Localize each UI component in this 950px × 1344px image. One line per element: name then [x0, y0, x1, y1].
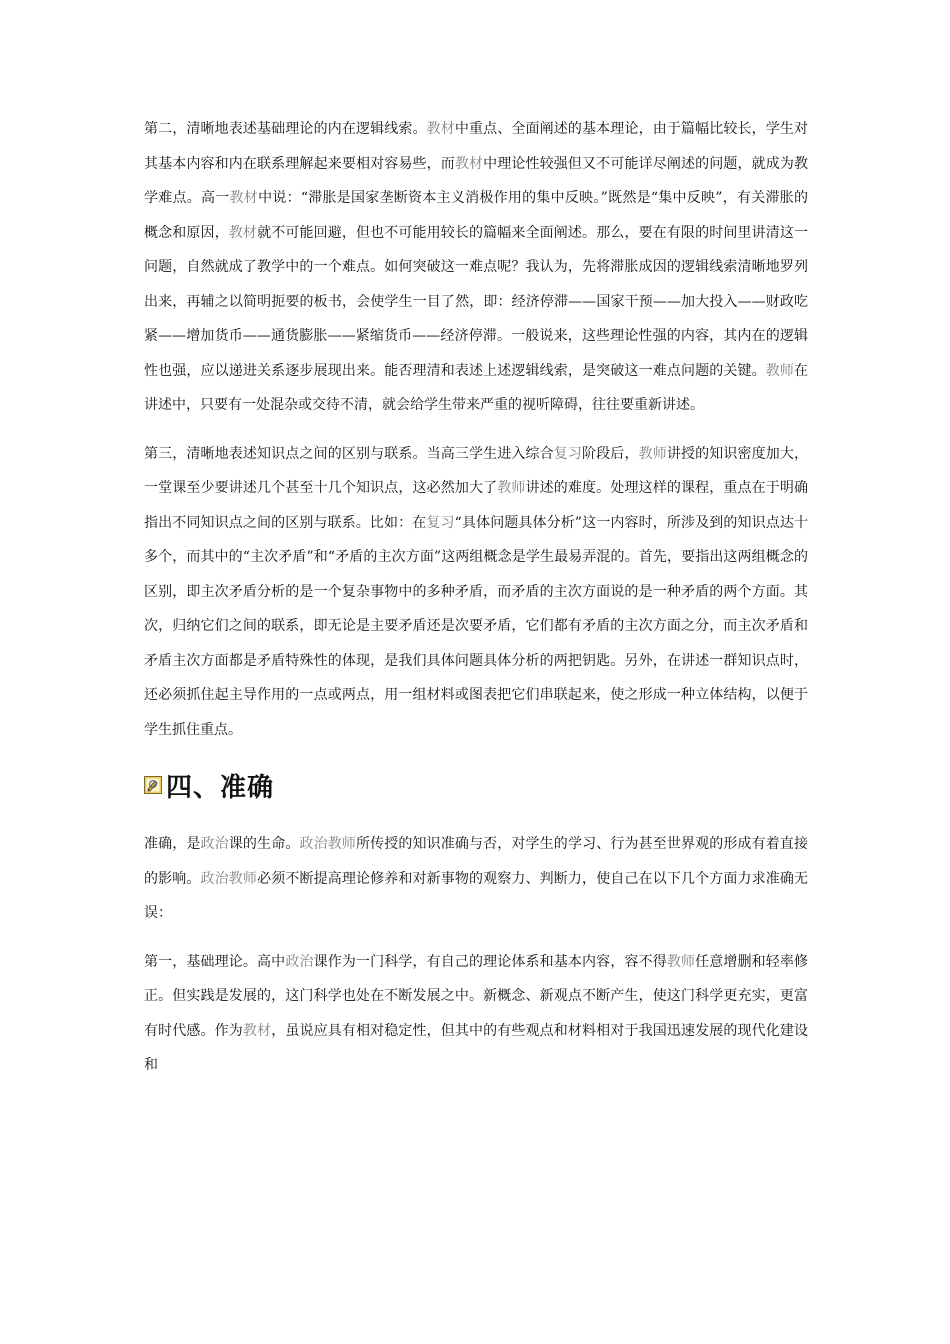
text-run: 中重点、全面阐述的基本理论，由于篇幅比较长，学生对其基本内容和内在联系理解起来要相对容易些，而: [144, 121, 809, 172]
text-run: 所传授的知识准确与否，对学生的学习、行为甚至世界观的形成有着直接的影响。: [144, 836, 809, 887]
keyword-link[interactable]: 政治: [285, 953, 314, 970]
text-run: 在讲述中，只要有一处混杂或交待不清，就会给学生带来严重的视听障碍，往往要重新讲述。: [144, 362, 809, 413]
keyword-link[interactable]: 教材: [228, 224, 258, 241]
text-run: 任意增删和轻率修正。但实践是发展的，这门科学也处在不断发展之中。新概念、新观点不断产生，使这门科学更充实，更富有时代感。作为: [144, 953, 809, 1039]
paragraph-knowledge-points: [144, 437, 808, 748]
keyword-link[interactable]: 政治教师: [200, 870, 258, 887]
keyword-link[interactable]: 复习: [426, 514, 455, 531]
text-run: 第一，基础理论。高中: [144, 953, 286, 970]
text-run: 第三，清晰地表述知识点之间的区别与联系。当高三学生进入综合: [144, 445, 554, 462]
text-run: ，虽说应具有相对稳定性，但其中的有些观点和材料相对于我国迅速发展的现代化建设和: [144, 1022, 809, 1073]
text-run: 课作为一门科学，有自己的理论体系和基本内容，容不得: [313, 953, 667, 970]
text-run: 准确，是: [144, 836, 201, 852]
section-heading-text: 四、准确: [166, 772, 275, 803]
paragraph-accuracy-intro: [144, 827, 808, 931]
text-run: 中理论性较强但又不可能详尽阐述的问题，就成为教学难点。高一: [144, 155, 809, 206]
keyword-link[interactable]: 政治教师: [299, 836, 356, 852]
document-page: [144, 112, 808, 1083]
keyword-link[interactable]: 教师: [497, 480, 526, 496]
paragraph-logic-thread: [144, 112, 808, 423]
keyword-link[interactable]: 教师: [666, 953, 696, 970]
text-run: 必须不断提高理论修养和对新事物的观察力、判断力，使自己在以下几个方面力求准确无误：: [144, 870, 809, 921]
pencil-note-icon: [144, 776, 162, 794]
text-run: 阶段后，: [582, 445, 639, 462]
paragraph-basic-theory: [144, 945, 808, 1083]
text-run: 讲述的难度。处理这样的课程，重点在于明确指出不同知识点之间的区别与联系。比如：在: [144, 480, 809, 531]
text-run: “具体问题具体分析”这一内容时，所涉及到的知识点达十多个，而其中的“主次矛盾”和“矛盾的主次方面”这两组概念是学生最易弄混的。首先，要指出这两组概念的区别，即主次矛盾分析的是一个复杂事物中的多种矛盾，而矛盾的主次方面说的是一种矛盾的两个方面。其次，归纳它们之间的联系，即无论是主要矛盾还是次要矛盾，它们都有矛盾的主次方面之分，而主次矛盾和矛盾主次方面都是矛盾特殊性的体现，是我们具体问题具体分析的两把钥匙。另外，在讲述一群知识点时，还必须抓住起主导作用的一点或两点，用一组材料或图表把它们串联起来，使之形成一种立体结构，以便于学生抓住重点。: [144, 514, 809, 738]
keyword-link[interactable]: 政治: [200, 836, 229, 852]
keyword-link[interactable]: 教材: [426, 121, 455, 137]
keyword-link[interactable]: 教师: [765, 362, 795, 379]
keyword-link[interactable]: 复习: [553, 445, 583, 462]
keyword-link[interactable]: 教师: [638, 445, 667, 462]
keyword-link[interactable]: 教材: [454, 155, 484, 172]
keyword-link[interactable]: 教材: [242, 1022, 272, 1039]
keyword-link[interactable]: 教材: [229, 190, 259, 206]
section-heading: [144, 765, 808, 805]
text-run: 课的生命。: [228, 836, 300, 852]
text-run: 就不可能回避，但也不可能用较长的篇幅来全面阐述。那么，要在有限的时间里讲清这一问题，自然就成了教学中的一个难点。如何突破这一难点呢？我认为，先将滞胀成因的逻辑线索清晰地罗列出来，再辅之以简明扼要的板书，会使学生一目了然，即：经济停滞——国家干预——加大投入——财政吃紧——增加货币——通货膨胀——紧缩货币——经济停滞。一般说来，这些理论性强的内容，其内在的逻辑性也强，应以递进关系逐步展现出来。能否理清和表述上述逻辑线索，是突破这一难点问题的关键。: [144, 224, 809, 379]
text-run: 讲授的知识密度加大，一堂课至少要讲述几个甚至十几个知识点，这必然加大了: [144, 445, 809, 496]
text-run: 中说：“滞胀是国家垄断资本主义消极作用的集中反映。”既然是“集中反映”，有关滞胀的概念和原因，: [144, 190, 808, 241]
text-run: 第二，清晰地表述基础理论的内在逻辑线索。: [144, 121, 427, 137]
